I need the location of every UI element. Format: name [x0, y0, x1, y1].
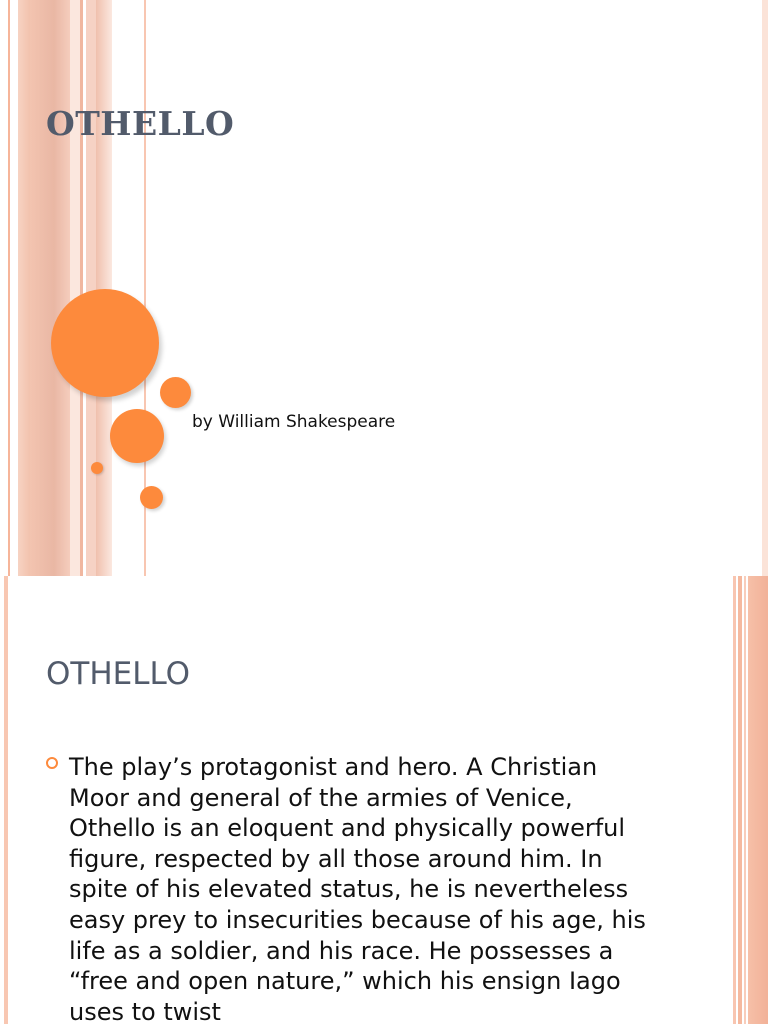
slide-title: OTHELLO [46, 104, 235, 143]
decorative-band [748, 576, 768, 1024]
decorative-circle-small [140, 486, 163, 509]
decorative-circle-tiny [91, 462, 103, 474]
decorative-band [18, 0, 30, 576]
decorative-band [744, 576, 746, 1024]
decorative-circle-large [51, 289, 159, 397]
decorative-band [4, 576, 8, 1024]
decorative-circle-medium [110, 409, 164, 463]
decorative-band [96, 0, 112, 576]
bullet-text: The play’s protagonist and hero. A Christian Moor and general of the armies of Venice, Othello is an eloquent and physically powerful figure, respected by all those around him. In spite of his elevated status, he is nevertheless easy prey to insecurities because of his age, his life as a soldier, and his race. He possesses a “free and open nature,” which his ensign Iago uses to twist [69, 753, 646, 1024]
decorative-edge [762, 0, 768, 576]
decorative-band [30, 0, 70, 576]
decorative-band [70, 0, 80, 576]
decorative-band [8, 0, 10, 576]
decorative-band [738, 576, 742, 1024]
decorative-band [80, 0, 83, 576]
decorative-circle-small [160, 377, 191, 408]
slide-title: OTHELLO [46, 656, 191, 692]
decorative-band [733, 576, 736, 1024]
hollow-circle-bullet-icon [46, 757, 58, 769]
slide-subtitle: by William Shakespeare [192, 412, 396, 432]
decorative-band [86, 0, 96, 576]
content-slide [0, 576, 768, 1024]
bullet-item [46, 752, 646, 1024]
